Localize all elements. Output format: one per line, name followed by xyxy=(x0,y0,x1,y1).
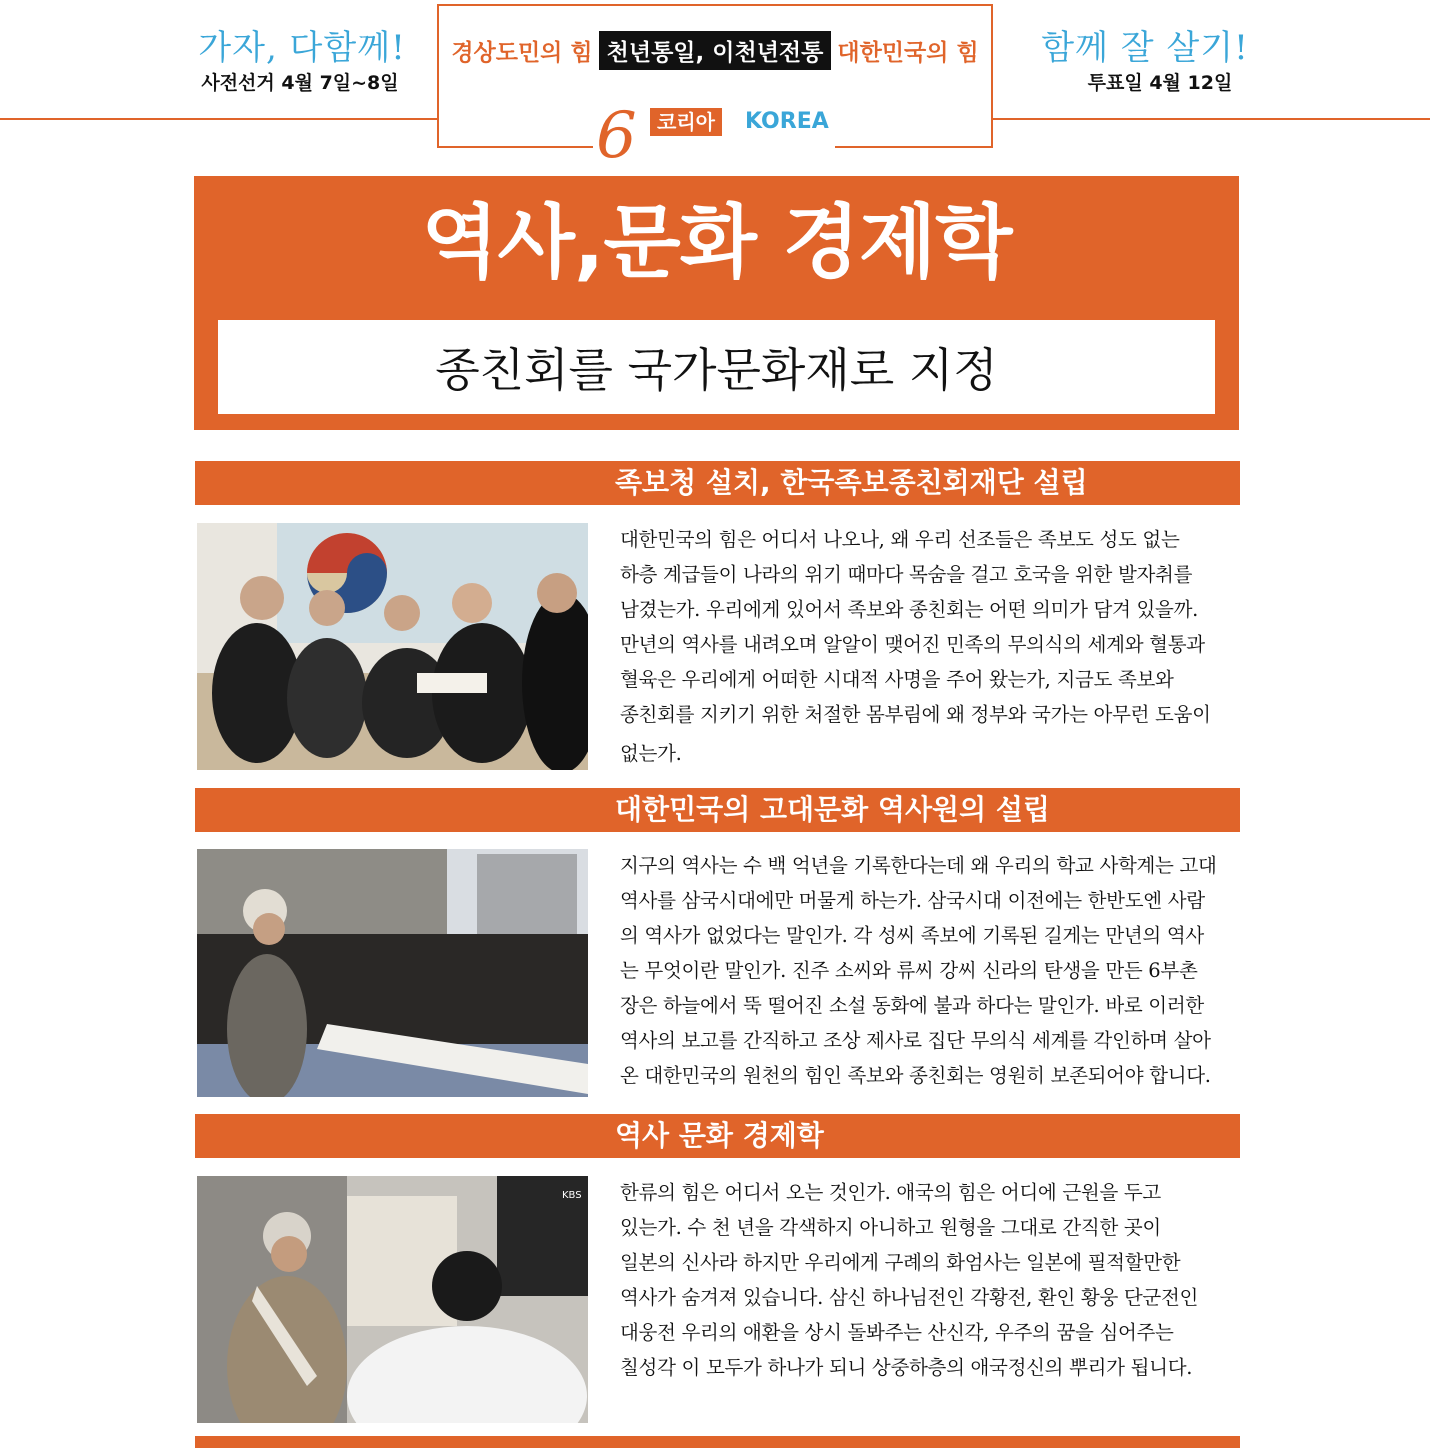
section-2-line: 의 역사가 없었다는 말인가. 각 성씨 족보에 기록된 길게는 만년의 역사 xyxy=(620,924,1204,947)
header-inner-right-line xyxy=(835,146,993,148)
center-middle-text: 천년통일, 이천년전통 xyxy=(599,31,832,70)
section-1-line: 대한민국의 힘은 어디서 나오나, 왜 우리 선조들은 족보도 성도 없는 xyxy=(620,528,1180,551)
section-1-heading: 족보청 설치, 한국족보종친회재단 설립 xyxy=(615,466,1088,499)
section-label-korean: 코리아 xyxy=(650,108,722,136)
section-3-line: 역사가 숨겨져 있습니다. 삼신 하나님전인 각황전, 환인 황웅 단군전인 xyxy=(620,1286,1199,1309)
section-3-text xyxy=(620,1175,1236,1385)
section-3-line: 한류의 힘은 어디서 오는 것인가. 애국의 힘은 어디에 근원을 두고 xyxy=(620,1181,1161,1204)
section-3-line: 대웅전 우리의 애환을 상시 돌봐주는 산신각, 우주의 꿈을 심어주는 xyxy=(620,1321,1174,1344)
section-1-text xyxy=(620,522,1236,771)
header-inner-left-line xyxy=(437,146,593,148)
section-2-line: 장은 하늘에서 뚝 떨어진 소설 동화에 불과 하다는 말인가. 바로 이러한 xyxy=(620,994,1204,1017)
section-2-line: 역사의 보고를 간직하고 조상 제사로 집단 무의식 세계를 각인하며 살아 xyxy=(620,1029,1211,1052)
section-2-line: 온 대한민국의 원천의 힘인 족보와 종친회는 영원히 보존되어야 합니다. xyxy=(620,1064,1211,1087)
section-2-line: 는 무엇이란 말인가. 진주 소씨와 류씨 강씨 신라의 탄생을 만든 6부촌 xyxy=(620,959,1198,982)
header-top-line-center xyxy=(437,4,993,6)
header-inner-left-vertical xyxy=(437,118,439,148)
rally-photo-image xyxy=(197,849,588,1097)
section-3-heading-bar xyxy=(195,1114,1240,1158)
section-3-heading: 역사 문화 경제학 xyxy=(615,1119,824,1152)
section-3-line: 일본의 신사라 하지만 우리에게 구례의 화엄사는 일본에 필적할만한 xyxy=(620,1251,1181,1274)
slogan-left: 가자, 다함께! xyxy=(198,28,406,68)
header-right-vertical xyxy=(991,4,993,120)
center-right-text: 대한민국의 힘 xyxy=(837,39,979,66)
bottom-bar xyxy=(195,1436,1240,1448)
section-label-english: KOREA xyxy=(745,109,829,134)
early-voting-date: 사전선거 4월 7일~8일 xyxy=(201,72,399,94)
header-bottom-line-right xyxy=(991,118,1430,120)
header-left-vertical xyxy=(437,4,439,120)
section-2-text xyxy=(620,848,1236,1093)
election-date: 투표일 4월 12일 xyxy=(1087,72,1233,94)
section-1-heading-bar xyxy=(195,461,1240,505)
section-2-photo xyxy=(197,849,588,1097)
center-left-text: 경상도민의 힘 xyxy=(451,39,593,66)
section-1-line: 혈육은 우리에게 어떠한 시대적 사명을 주어 왔는가, 지금도 족보와 xyxy=(620,668,1174,691)
section-2-line: 지구의 역사는 수 백 억년을 기록한다는데 왜 우리의 학교 사학계는 고대 xyxy=(620,854,1217,877)
title-block xyxy=(194,176,1239,430)
camera-logo-text: KBS xyxy=(562,1190,582,1201)
section-1-photo xyxy=(197,523,588,770)
meeting-photo-image xyxy=(197,523,588,770)
section-1-line: 하층 계급들이 나라의 위기 때마다 목숨을 걸고 호국을 위한 발자취를 xyxy=(620,563,1193,586)
section-2-heading-bar xyxy=(195,788,1240,832)
section-3-photo xyxy=(197,1176,588,1423)
main-title: 역사,문화 경제학 xyxy=(421,196,1012,289)
section-2-heading: 대한민국의 고대문화 역사원의 설립 xyxy=(615,793,1050,826)
header-inner-right-vertical xyxy=(991,118,993,148)
section-3-line: 있는가. 수 천 년을 각색하지 아니하고 원형을 그대로 간직한 곳이 xyxy=(620,1216,1161,1239)
subtitle: 종친회를 국가문화재로 지정 xyxy=(435,343,998,397)
section-2-line: 역사를 삼국시대에만 머물게 하는가. 삼국시대 이전에는 한반도엔 사람 xyxy=(620,889,1205,912)
section-1-line: 없는가. xyxy=(620,742,682,765)
header-bottom-line-left xyxy=(0,118,439,120)
section-3-line: 칠성각 이 모두가 하나가 되니 상중하층의 애국정신의 뿌리가 됩니다. xyxy=(620,1356,1193,1379)
section-1-line: 종친회를 지키기 위한 처절한 몸부림에 왜 정부와 국가는 아무런 도움이 xyxy=(620,703,1211,726)
section-1-line: 남겼는가. 우리에게 있어서 족보와 종친회는 어떤 의미가 담겨 있을까. xyxy=(620,598,1199,621)
section-1-line: 만년의 역사를 내려오며 알알이 맺어진 민족의 무의식의 세계와 혈통과 xyxy=(620,633,1205,656)
interview-photo-image xyxy=(197,1176,588,1423)
slogan-right: 함께 잘 살기! xyxy=(1041,28,1249,68)
page-number: 6 xyxy=(596,99,637,173)
header-center-slogan xyxy=(440,28,990,72)
subtitle-box xyxy=(218,320,1215,414)
